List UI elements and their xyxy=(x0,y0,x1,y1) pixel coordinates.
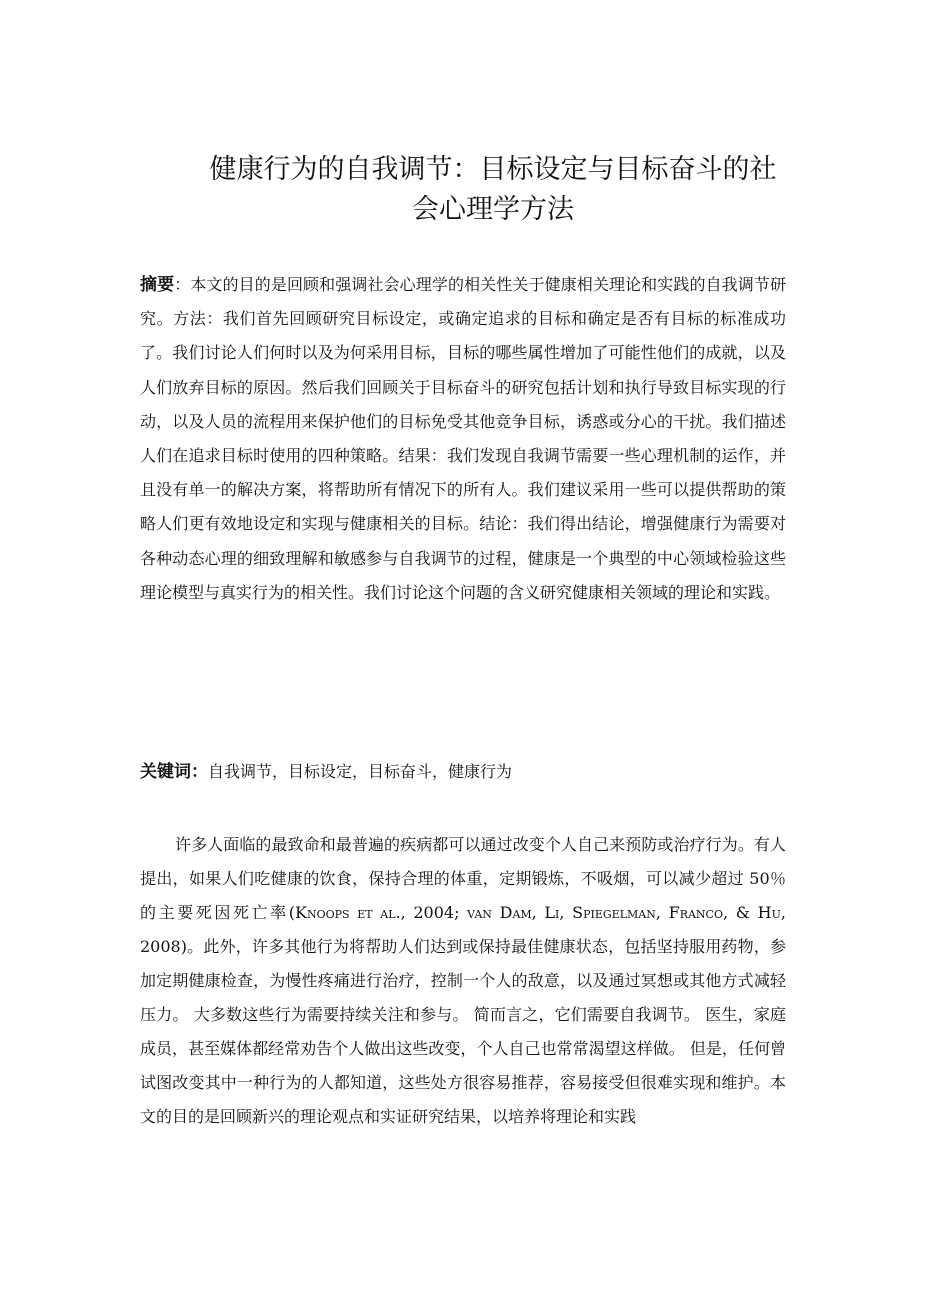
abstract-label: 摘要 xyxy=(140,275,175,295)
citation: Knoops et al., 2004; van Dam, Li, Spiegelman, Franco, & Hu, 2008 xyxy=(140,903,786,956)
body-paragraph xyxy=(140,828,786,1134)
title-line-2: 会心理学方法 xyxy=(412,194,574,225)
keywords-text: 自我调节，目标设定，目标奋斗，健康行为 xyxy=(208,762,513,781)
title-line-1: 健康行为的自我调节：目标设定与目标奋斗的社 xyxy=(209,154,777,185)
abstract-separator: ： xyxy=(174,275,191,294)
abstract-paragraph xyxy=(140,268,786,610)
body-text-part-1: 许多人面临的最致命和最普遍的疾病都可以通过改变个人自己来预防或治疗行为。有人提出，如果人们吃健康的饮食，保持合理的体重，定期锻炼，不吸烟，可以减少超过 50％的主要死因死亡率( xyxy=(140,835,786,922)
body-text-part-2: )。此外，许多其他行为将帮助人们达到或保持最佳健康状态，包括坚持服用药物，参加定期健康检查，为慢性疼痛进行治疗，控制一个人的敌意，以及通过冥想或其他方式减轻压力。 大多数这些行为需要持续关注和参与。 简而言之，它们需要自我调节。 医生，家庭成员，甚至媒体都经常劝告个人做出这些改变，个人自己也常常渴望这样做。 但是，任何曾试图改变其中一种行为的人都知道，这些处方很容易推荐，容易接受但很难实现和维护。本文的目的是回顾新兴的理论观点和实证研究结果，以培养将理论和实践 xyxy=(140,937,786,1126)
document-title xyxy=(140,150,786,230)
keywords-separator: ： xyxy=(191,762,208,782)
abstract-text: 本文的目的是回顾和强调社会心理学的相关性关于健康相关理论和实践的自我调节研究。方法：我们首先回顾研究目标设定，或确定追求的目标和确定是否有目标的标准成功了。我们讨论人们何时以及为何采用目标，目标的哪些属性增加了可能性他们的成就，以及人们放弃目标的原因。然后我们回顾关于目标奋斗的研究包括计划和执行导致目标实现的行动，以及人员的流程用来保护他们的目标免受其他竞争目标，诱惑或分心的干扰。我们描述人们在追求目标时使用的四种策略。结果：我们发现自我调节需要一些心理机制的运作，并且没有单一的解决方案，将帮助所有情况下的所有人。我们建议采用一些可以提供帮助的策略人们更有效地设定和实现与健康相关的目标。结论：我们得出结论，增强健康行为需要对各种动态心理的细致理解和敏感参与自我调节的过程，健康是一个典型的中心领域检验这些理论模型与真实行为的相关性。我们讨论这个问题的含义研究健康相关领域的理论和实践。 xyxy=(140,275,786,602)
keywords-label: 关键词 xyxy=(140,762,191,782)
keywords-line xyxy=(140,757,786,787)
